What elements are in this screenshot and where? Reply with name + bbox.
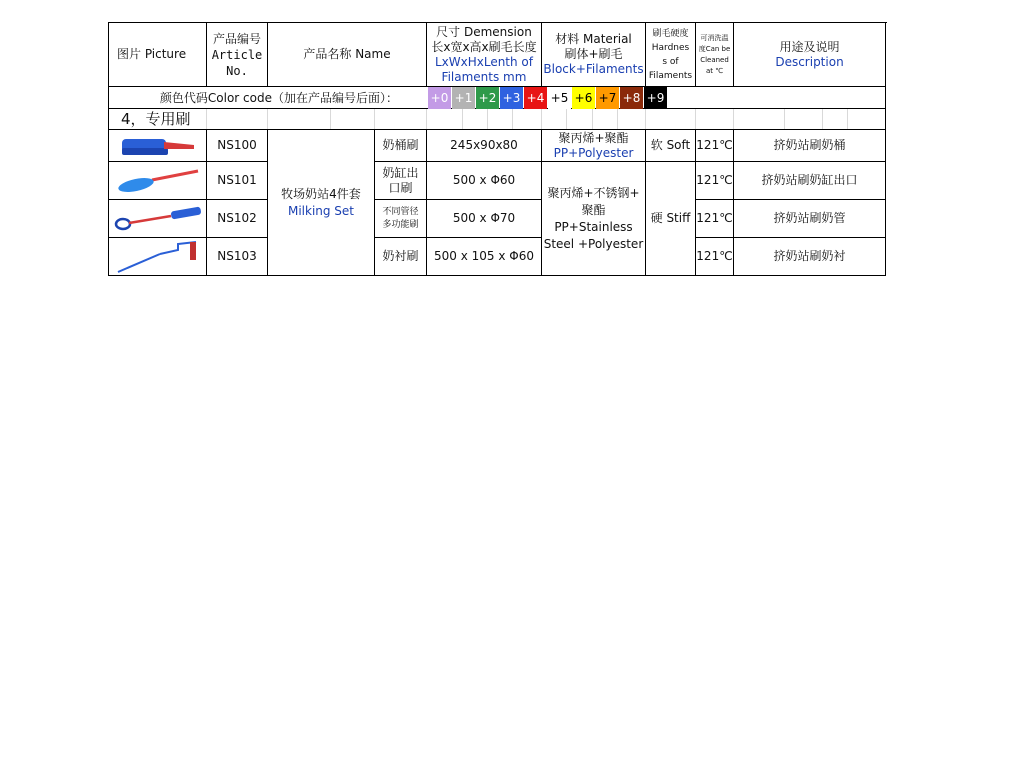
header-clean-temp — [696, 23, 734, 87]
product-name — [375, 162, 427, 200]
product-dimension: 500 x Φ70 — [427, 200, 542, 238]
header-dim-line1: 尺寸 Demension — [436, 24, 532, 39]
header-hardness — [646, 23, 696, 87]
tube-brush-blue-icon — [116, 166, 200, 196]
header-dim-line4: Filaments mm — [441, 69, 527, 84]
material-en: PP+Polyester — [553, 145, 634, 160]
color-code-label: 颜色代码Color code（加在产品编号后面）： — [159, 91, 398, 105]
color-swatch: +0 — [428, 87, 451, 109]
product-name-line1: 不同管径 — [382, 206, 419, 217]
article-number: NS100 — [207, 130, 268, 162]
product-dimension: 500 x Φ60 — [427, 162, 542, 200]
product-picture — [109, 162, 207, 200]
product-material — [542, 162, 646, 276]
clean-temp: 121℃ — [696, 200, 734, 238]
material-cn: 聚丙烯+聚酯 — [558, 130, 629, 145]
material-cn-line1: 聚丙烯+不锈钢+ — [547, 185, 640, 200]
grid-line — [567, 109, 593, 129]
header-picture — [109, 23, 207, 87]
material-en-line1: PP+Stainless — [554, 219, 633, 234]
section-title: 4，专用刷 — [121, 110, 191, 128]
clean-temp: 121℃ — [696, 162, 734, 200]
product-picture — [109, 130, 207, 162]
header-clean-line3: Cleaned — [700, 55, 729, 64]
header-article-line1: 产品编号 — [212, 31, 261, 46]
grid-line — [488, 109, 513, 129]
product-name: 奶衬刷 — [375, 238, 427, 276]
color-swatch: +6 — [572, 87, 595, 109]
header-picture-label: 图片 Picture — [117, 47, 187, 61]
grid-line — [593, 109, 618, 129]
color-swatch: +3 — [500, 87, 523, 109]
header-article — [207, 23, 268, 87]
article-number: NS103 — [207, 238, 268, 276]
product-table — [108, 130, 886, 276]
color-swatch: +9 — [644, 87, 667, 109]
set-name-cn: 牧场奶站4件套 — [281, 186, 361, 201]
grid-line — [696, 109, 734, 129]
grid-line — [618, 109, 646, 129]
flex-brush-blue-icon — [113, 204, 203, 234]
grid-line — [513, 109, 542, 129]
product-description: 挤奶站刷奶桶 — [734, 130, 886, 162]
color-swatch: +2 — [476, 87, 499, 109]
article-number: NS102 — [207, 200, 268, 238]
grid-line — [331, 109, 375, 129]
header-dimension — [427, 23, 542, 87]
grid-line — [542, 109, 567, 129]
color-swatch-group — [428, 87, 668, 108]
material-cn-line2: 聚酯 — [581, 202, 606, 217]
product-name-line1: 奶缸出 — [382, 165, 419, 180]
hardness-stiff: 硬 Stiff — [646, 162, 696, 276]
header-row — [108, 22, 887, 88]
product-description: 挤奶站刷奶衬 — [734, 238, 886, 276]
header-dim-line3: LxWxHxLenth of — [434, 54, 534, 69]
color-swatch: +7 — [596, 87, 619, 109]
product-name — [375, 200, 427, 238]
product-picture — [109, 238, 207, 276]
grid-line — [109, 109, 207, 129]
header-clean-line4: at ℃ — [705, 66, 724, 75]
header-article-line3: No. — [226, 63, 248, 78]
liner-brush-blue-icon — [112, 240, 204, 274]
header-mat-line3: Block+Filaments — [543, 62, 644, 76]
grid-line — [646, 109, 696, 129]
header-clean-line1: 可消洗温 — [700, 33, 729, 42]
product-dimension: 245x90x80 — [427, 130, 542, 162]
set-name-en: Milking Set — [287, 203, 355, 218]
grid-line — [823, 109, 848, 129]
product-picture — [109, 200, 207, 238]
section-row — [108, 109, 886, 130]
header-use-line1: 用途及说明 — [779, 39, 840, 54]
header-mat-line2: 刷体+刷毛 — [564, 47, 623, 61]
color-swatch: +4 — [524, 87, 547, 109]
header-description — [734, 23, 886, 87]
product-name: 奶桶刷 — [375, 130, 427, 162]
article-number: NS101 — [207, 162, 268, 200]
header-hard-line2: Hardnes — [651, 42, 690, 53]
grid-line — [375, 109, 427, 129]
header-name-label: 产品名称 Name — [303, 47, 391, 61]
product-material — [542, 130, 646, 162]
material-en-line2: Steel +Polyester — [543, 236, 644, 251]
product-description: 挤奶站刷奶管 — [734, 200, 886, 238]
header-name — [268, 23, 427, 87]
header-hard-line4: Filaments — [648, 70, 693, 81]
clean-temp: 121℃ — [696, 238, 734, 276]
product-description: 挤奶站刷奶缸出口 — [734, 162, 886, 200]
grid-line — [427, 109, 463, 129]
grid-line — [734, 109, 785, 129]
scrub-brush-blue-icon — [118, 133, 198, 159]
grid-line — [268, 109, 331, 129]
product-name-line2: 多功能刷 — [382, 219, 419, 230]
header-dim-line2: 长x宽x高x刷毛长度 — [431, 39, 537, 54]
color-swatch: +5 — [548, 87, 571, 109]
header-hard-line1: 刷毛硬度 — [652, 28, 689, 39]
clean-temp: 121℃ — [696, 130, 734, 162]
grid-line — [207, 109, 268, 129]
header-mat-line1: 材料 Material — [555, 32, 632, 46]
product-dimension: 500 x 105 x Φ60 — [427, 238, 542, 276]
color-swatch: +8 — [620, 87, 643, 109]
set-name — [268, 130, 375, 276]
grid-line — [463, 109, 488, 129]
header-article-line2: Article — [211, 47, 263, 62]
color-swatch: +1 — [452, 87, 475, 109]
header-hard-line3: s of — [662, 56, 679, 67]
header-material — [542, 23, 646, 87]
color-code-row — [108, 87, 886, 109]
hardness-soft: 软 Soft — [646, 130, 696, 162]
header-clean-line2: 度Can be — [698, 44, 731, 53]
header-use-line2: Description — [775, 54, 844, 69]
grid-line — [785, 109, 823, 129]
product-name-line2: 口刷 — [388, 180, 413, 195]
